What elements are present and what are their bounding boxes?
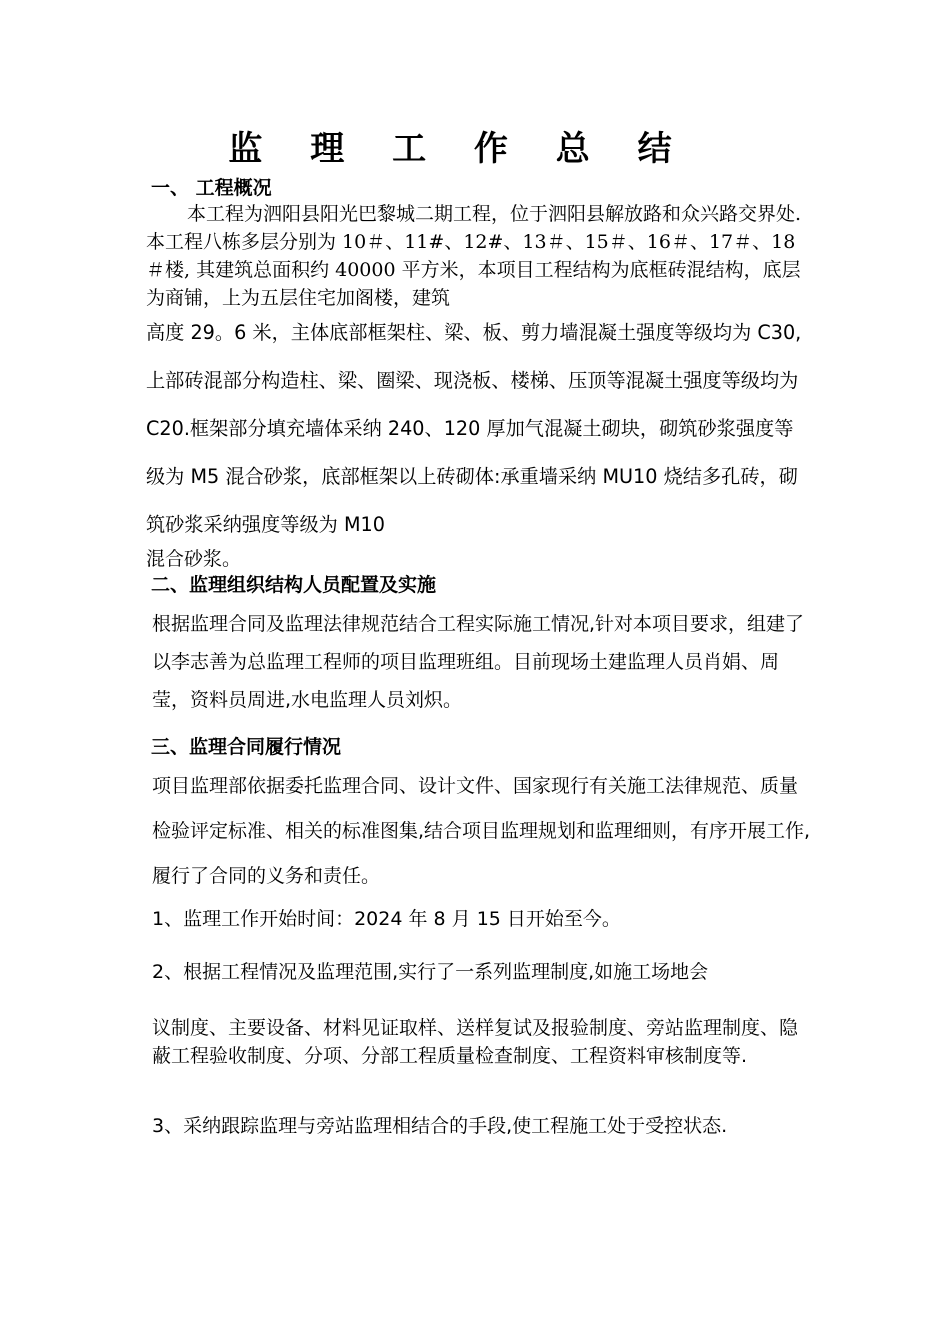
section-heading-contract: 三、监理合同履行情况 [151,736,342,758]
document-title: 监 理 工 作 总 结 [228,129,690,169]
organization-paragraph: 根据监理合同及监理法律规范结合工程实际施工情况,针对本项目要求，组建了以李志善为总监理工程师的项目监理班组。目前现场土建监理人员肖娟、周莹，资料员周进,水电监理人员刘炽。 [152,613,805,711]
list-item-start-date: 1、监理工作开始时间：2024 年 8 月 15 日开始至今。 [152,908,621,930]
overview-paragraph-part-b: 高度 29。6 米，主体底部框架柱、梁、板、剪力墙混凝土强度等级均为 C30,上部砖混部分构造柱、梁、圈梁、现浇板、楼梯、压顶等混凝土强度等级均为 C20.框架部分填充墙体采纳 240、120 厚加气混凝土砌块，砌筑砂浆强度等级为 M5 混合砂浆，底部框架以上砖砌体:承重墙采纳 MU10 烧结多孔砖，砌筑砂浆采纳强度等级为 M10 [146,321,802,536]
list-item-regulations-line1: 2、根据工程情况及监理范围,实行了一系列监理制度,如施工场地会 [152,961,709,983]
list-item-supervision-method: 3、采纳跟踪监理与旁站监理相结合的手段,使工程施工处于受控状态. [152,1115,728,1137]
overview-paragraph-part-c: 混合砂浆。 [146,548,242,570]
overview-paragraph-part-a: 本工程为泗阳县阳光巴黎城二期工程，位于泗阳县解放路和众兴路交界处. 本工程八栋多层分别为 10＃、11#、12#、13＃、15＃、16＃、17＃、18＃楼, 其建筑总面积约 40000 平方米，本项目工程结构为底框砖混结构，底层为商铺，上为五层住宅加阁楼，建筑 [146,203,802,309]
contract-paragraph: 项目监理部依据委托监理合同、设计文件、国家现行有关施工法律规范、质量检验评定标准、相关的标准图集,结合项目监理规划和监理细则，有序开展工作,履行了合同的义务和责任。 [152,775,811,887]
section-heading-overview: 一、 工程概况 [151,177,272,199]
section-heading-organization: 二、监理组织结构人员配置及实施 [151,574,437,596]
list-item-regulations-rest: 议制度、主要设备、材料见证取样、送样复试及报验制度、旁站监理制度、隐蔽工程验收制度、分项、分部工程质量检查制度、工程资料审核制度等. [152,1017,799,1067]
